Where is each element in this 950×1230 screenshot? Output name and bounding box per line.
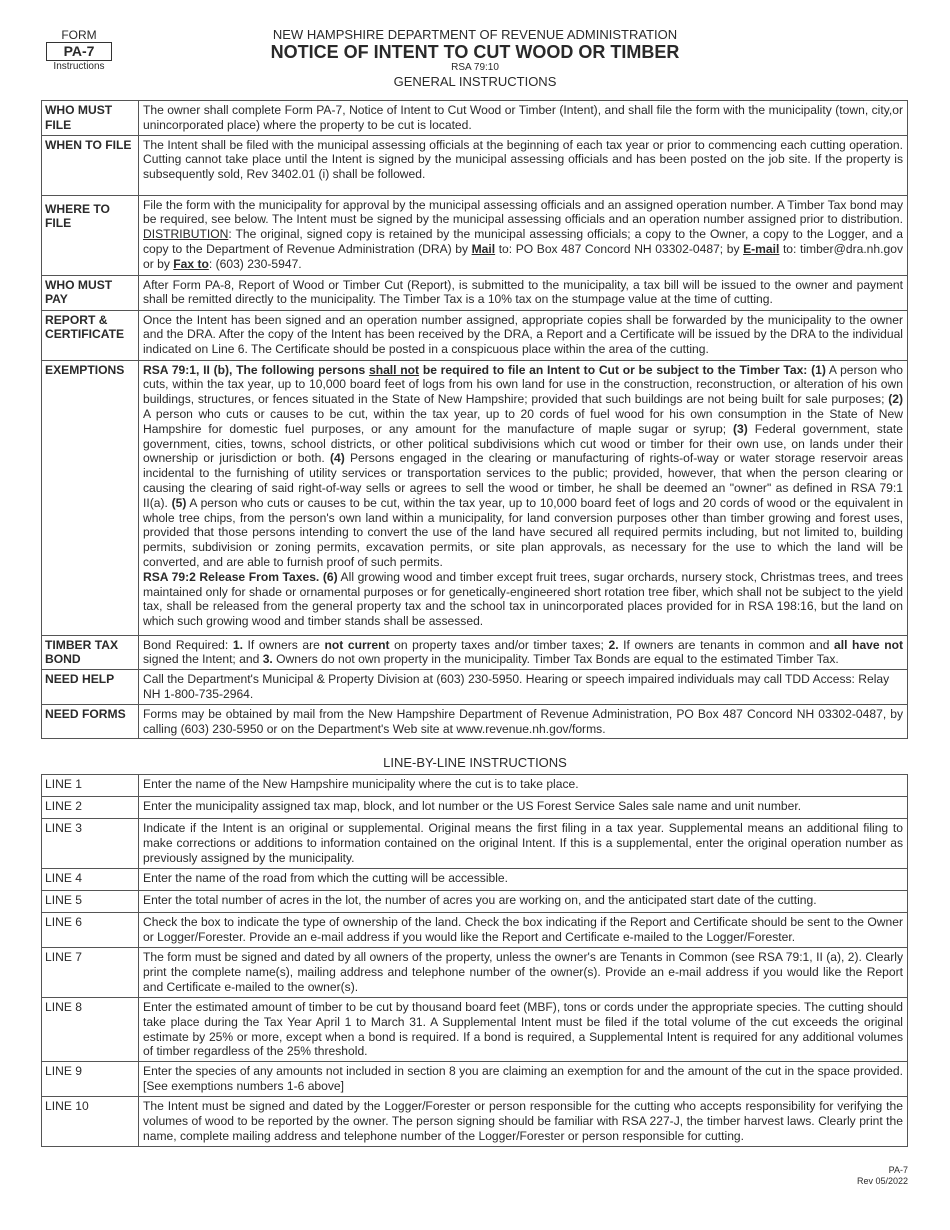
form-number: PA-7 bbox=[46, 42, 112, 61]
department-name: NEW HAMPSHIRE DEPARTMENT OF REVENUE ADMINISTRATION bbox=[272, 27, 678, 42]
table-row bbox=[42, 670, 908, 705]
line-text: Enter the estimated amount of timber to be cut by thousand board feet (MBF), tons or cords under the appropriate species. The cutting should take place during the Tax Year April 1 to March 31. A Supplemental Intent must be filed if the total volume of the cut exceeds the original estimate by 25% or more, except when a bond is required. If a bond is required, a Supplemental Intent is required for any additional volumes of timber regardless of the 25% threshold. bbox=[139, 998, 908, 1062]
line-label: LINE 4 bbox=[42, 869, 139, 891]
line-text: Enter the total number of acres in the lot, the number of acres you are working on, and the anticipated start date of the cutting. bbox=[139, 891, 908, 913]
row-text: Forms may be obtained by mail from the New Hampshire Department of Revenue Administration, PO Box 487 Concord NH 03302-0487, by calling (603) 230-5950 or on the Department's Web site at www.revenue.nh.gov/forms. bbox=[139, 704, 908, 739]
rsa-reference: RSA 79:10 bbox=[451, 62, 499, 73]
line-label: LINE 6 bbox=[42, 913, 139, 948]
line-text: Indicate if the Intent is an original or supplemental. Original means the first filing in a tax year. Supplemental means an additional filing to make corrections or additions to information contained on the original Intent. If this is a supplemental, enter the original operation number as previously assigned by the municipality. bbox=[139, 819, 908, 869]
line-text: Enter the species of any amounts not included in section 8 you are claiming an exemption for and the amount of the cut in the space provided. [See exemptions numbers 1-6 above] bbox=[139, 1062, 908, 1097]
table-row bbox=[42, 275, 908, 310]
line-text: Enter the name of the road from which the cutting will be accessible. bbox=[139, 869, 908, 891]
row-text-exemptions: RSA 79:1, II (b), The following persons shall not be required to file an Intent to Cut or be subject to the Timber Tax: (1) A person who cuts, within the tax year, up to 10,000 board feet of logs from his own land for use in the construction, reconstruction, or alteration of his own buildings, structures, or fences situated in the State of New Hampshire; provided that such buildings are not being built for sale purposes; (2) A person who cuts or causes to be cut, within the tax year, up to 20 cords of fuel wood for his own consumption in the State of New Hampshire for domestic fuel purposes, or any amount for the manufacture of maple sugar or syrup; (3) Federal government, state government, cities, towns, school districts, or other political subdivisions which cut wood or timber for their own use, on lands under their ownership or jurisdiction or both. (4) Persons engaged in the clearing or manufacturing of rights-of-way or water storage reservoir areas incidental to the furnishing of utility services or transportation services to the public; provided, however, that when the person clearing or causing the clearing of said right-of-way sells or agrees to sell the wood or timber, he shall be deemed an "owner" as defined in RSA 79:1 II(a). (5) A person who cuts or causes to be cut, within the tax year, up to 10,000 board feet of logs and 20 cords of wood or the equivalent in whole tree chips, from the person's own land within a municipality, for land conversion purposes other than timber growing and forest uses, provided that those persons intending to convert the use of the land have secured all required permits including, but not limited to, building permits, subdivision or zoning permits, excavation permits, or site plan approvals, as necessary for the use to which the land will be converted, and are able to furnish proof of such permits. RSA 79:2 Release From Taxes. (6) All growing wood and timber except fruit trees, sugar orchards, nursery stock, Christmas trees, and trees maintained only for shade or ornamental purposes or for genetically-engineered short rotation tree fiber, which shall not be subject to the yield tax, shall be released from the general property tax and the school tax in unincorporated places provided for in RSA 198:16, but the land on which such growing wood and timber stands shall be assessed. bbox=[139, 360, 908, 635]
row-label: WHO MUST FILE bbox=[42, 101, 139, 136]
footer-revision: Rev 05/2022 bbox=[856, 1176, 908, 1186]
table-row bbox=[42, 775, 908, 797]
row-text: Call the Department's Municipal & Property Division at (603) 230-5950. Hearing or speech impaired individuals may call TDD Access: Relay NH 1-800-735-2964. bbox=[139, 670, 908, 705]
line-label: LINE 7 bbox=[42, 948, 139, 998]
section-title: GENERAL INSTRUCTIONS bbox=[393, 74, 557, 89]
row-label: WHERE TO FILE bbox=[42, 195, 139, 275]
form-word: FORM bbox=[61, 28, 97, 42]
row-text-bond: Bond Required: 1. If owners are not current on property taxes and/or timber taxes; 2. If owners are tenants in common and all have not signed the Intent; and 3. Owners do not own property in the municipality. Timber Tax Bonds are equal to the estimated Timber Tax. bbox=[139, 635, 908, 670]
table-row bbox=[42, 704, 908, 739]
line-text: Check the box to indicate the type of ownership of the land. Check the box indicating if the Report and Certificate should be sent to the Owner or Logger/Forester. Provide an e-mail address if you would like the Report and Certificate e-mailed to the Logger/Forester. bbox=[139, 913, 908, 948]
table-row bbox=[42, 819, 908, 869]
table-row bbox=[42, 998, 908, 1062]
document-header bbox=[0, 27, 950, 89]
row-label: TIMBER TAX BOND bbox=[42, 635, 139, 670]
row-text: Once the Intent has been signed and an operation number assigned, appropriate copies shall be forwarded by the municipality to the owner and the DRA. After the copy of the Intent has been received by the DRA, a Report and a Certificate will be issued by the DRA to the individual indicated on Line 6. The Certificate should be posted in a conspicuous place within the area of the cutting. bbox=[139, 310, 908, 360]
row-label: NEED FORMS bbox=[42, 704, 139, 739]
row-text-where-to-file: File the form with the municipality for approval by the municipal assessing officials and an assigned operation number. A Timber Tax bond may be required, see below. The Intent must be signed by the municipal assessing officials and an operation number assigned prior to distribution. DISTRIBUTION: The original, signed copy is retained by the municipal assessing officials; a copy to the Owner, a copy to the Logger, and a copy to the Department of Revenue Administration (DRA) by Mail to: PO Box 487 Concord NH 03302-0487; by E-mail to: timber@dra.nh.gov or by Fax to: (603) 230-5947. bbox=[139, 195, 908, 275]
footer bbox=[857, 1165, 908, 1187]
line-text: The form must be signed and dated by all owners of the property, unless the owner's are Tenants in Common (see RSA 79:1, II (a), 2). Clearly print the complete name(s), mailing address and telephone number of the owner(s). Provide an e-mail address if you would like the Report and Certificate e-mailed to the owner(s). bbox=[139, 948, 908, 998]
row-text: The Intent shall be filed with the municipal assessing officials at the beginning of each tax year or prior to commencing each cutting operation. Cutting cannot take place until the Intent is signed by the municipal assessing officials and has been posted on the job site. If the property is subsequently sold, Rev 3402.01 (i) shall be followed. bbox=[139, 135, 908, 195]
table-row bbox=[42, 195, 908, 275]
table-row bbox=[42, 797, 908, 819]
table-row bbox=[42, 635, 908, 670]
table-row bbox=[42, 135, 908, 195]
table-row bbox=[42, 948, 908, 998]
line-label: LINE 1 bbox=[42, 775, 139, 797]
line-by-line-table bbox=[41, 774, 908, 1147]
line-text: The Intent must be signed and dated by the Logger/Forester or person responsible for the cutting who accepts responsibility for verifying the volumes of wood to be reported by the owner. The person signing should be familiar with RSA 227-J, the timber harvest laws. Clearly print the name, complete mailing address and telephone number of the Logger/Forester or person responsible for cutting. bbox=[139, 1097, 908, 1147]
line-label: LINE 8 bbox=[42, 998, 139, 1062]
table-row bbox=[42, 101, 908, 136]
line-by-line-title: LINE-BY-LINE INSTRUCTIONS bbox=[383, 755, 567, 770]
row-text: The owner shall complete Form PA-7, Notice of Intent to Cut Wood or Timber (Intent), and shall file the form with the municipality (town, city,or unincorporated place) where the property to be cut is located. bbox=[139, 101, 908, 136]
line-label: LINE 9 bbox=[42, 1062, 139, 1097]
form-subtitle: Instructions bbox=[53, 61, 105, 72]
table-row bbox=[42, 913, 908, 948]
general-instructions-table bbox=[41, 100, 908, 739]
row-label: WHEN TO FILE bbox=[42, 135, 139, 195]
line-label: LINE 5 bbox=[42, 891, 139, 913]
row-label: EXEMPTIONS bbox=[42, 360, 139, 635]
row-label: WHO MUST PAY bbox=[42, 275, 139, 310]
line-text: Enter the municipality assigned tax map, block, and lot number or the US Forest Service Sales sale name and unit number. bbox=[139, 797, 908, 819]
line-text: Enter the name of the New Hampshire municipality where the cut is to take place. bbox=[139, 775, 908, 797]
footer-form: PA-7 bbox=[888, 1165, 908, 1175]
table-row bbox=[42, 891, 908, 913]
table-row bbox=[42, 310, 908, 360]
table-row bbox=[42, 869, 908, 891]
table-row bbox=[42, 1097, 908, 1147]
line-label: LINE 2 bbox=[42, 797, 139, 819]
row-text: After Form PA-8, Report of Wood or Timber Cut (Report), is submitted to the municipality, a tax bill will be issued to the owner and payment shall be remitted directly to the municipality. The Timber Tax is a 10% tax on the stumpage value at the time of cutting. bbox=[139, 275, 908, 310]
line-label: LINE 3 bbox=[42, 819, 139, 869]
page-title: NOTICE OF INTENT TO CUT WOOD OR TIMBER bbox=[270, 42, 680, 62]
line-label: LINE 10 bbox=[42, 1097, 139, 1147]
row-label: REPORT & CERTIFICATE bbox=[42, 310, 139, 360]
table-row bbox=[42, 1062, 908, 1097]
row-label: NEED HELP bbox=[42, 670, 139, 705]
table-row bbox=[42, 360, 908, 635]
